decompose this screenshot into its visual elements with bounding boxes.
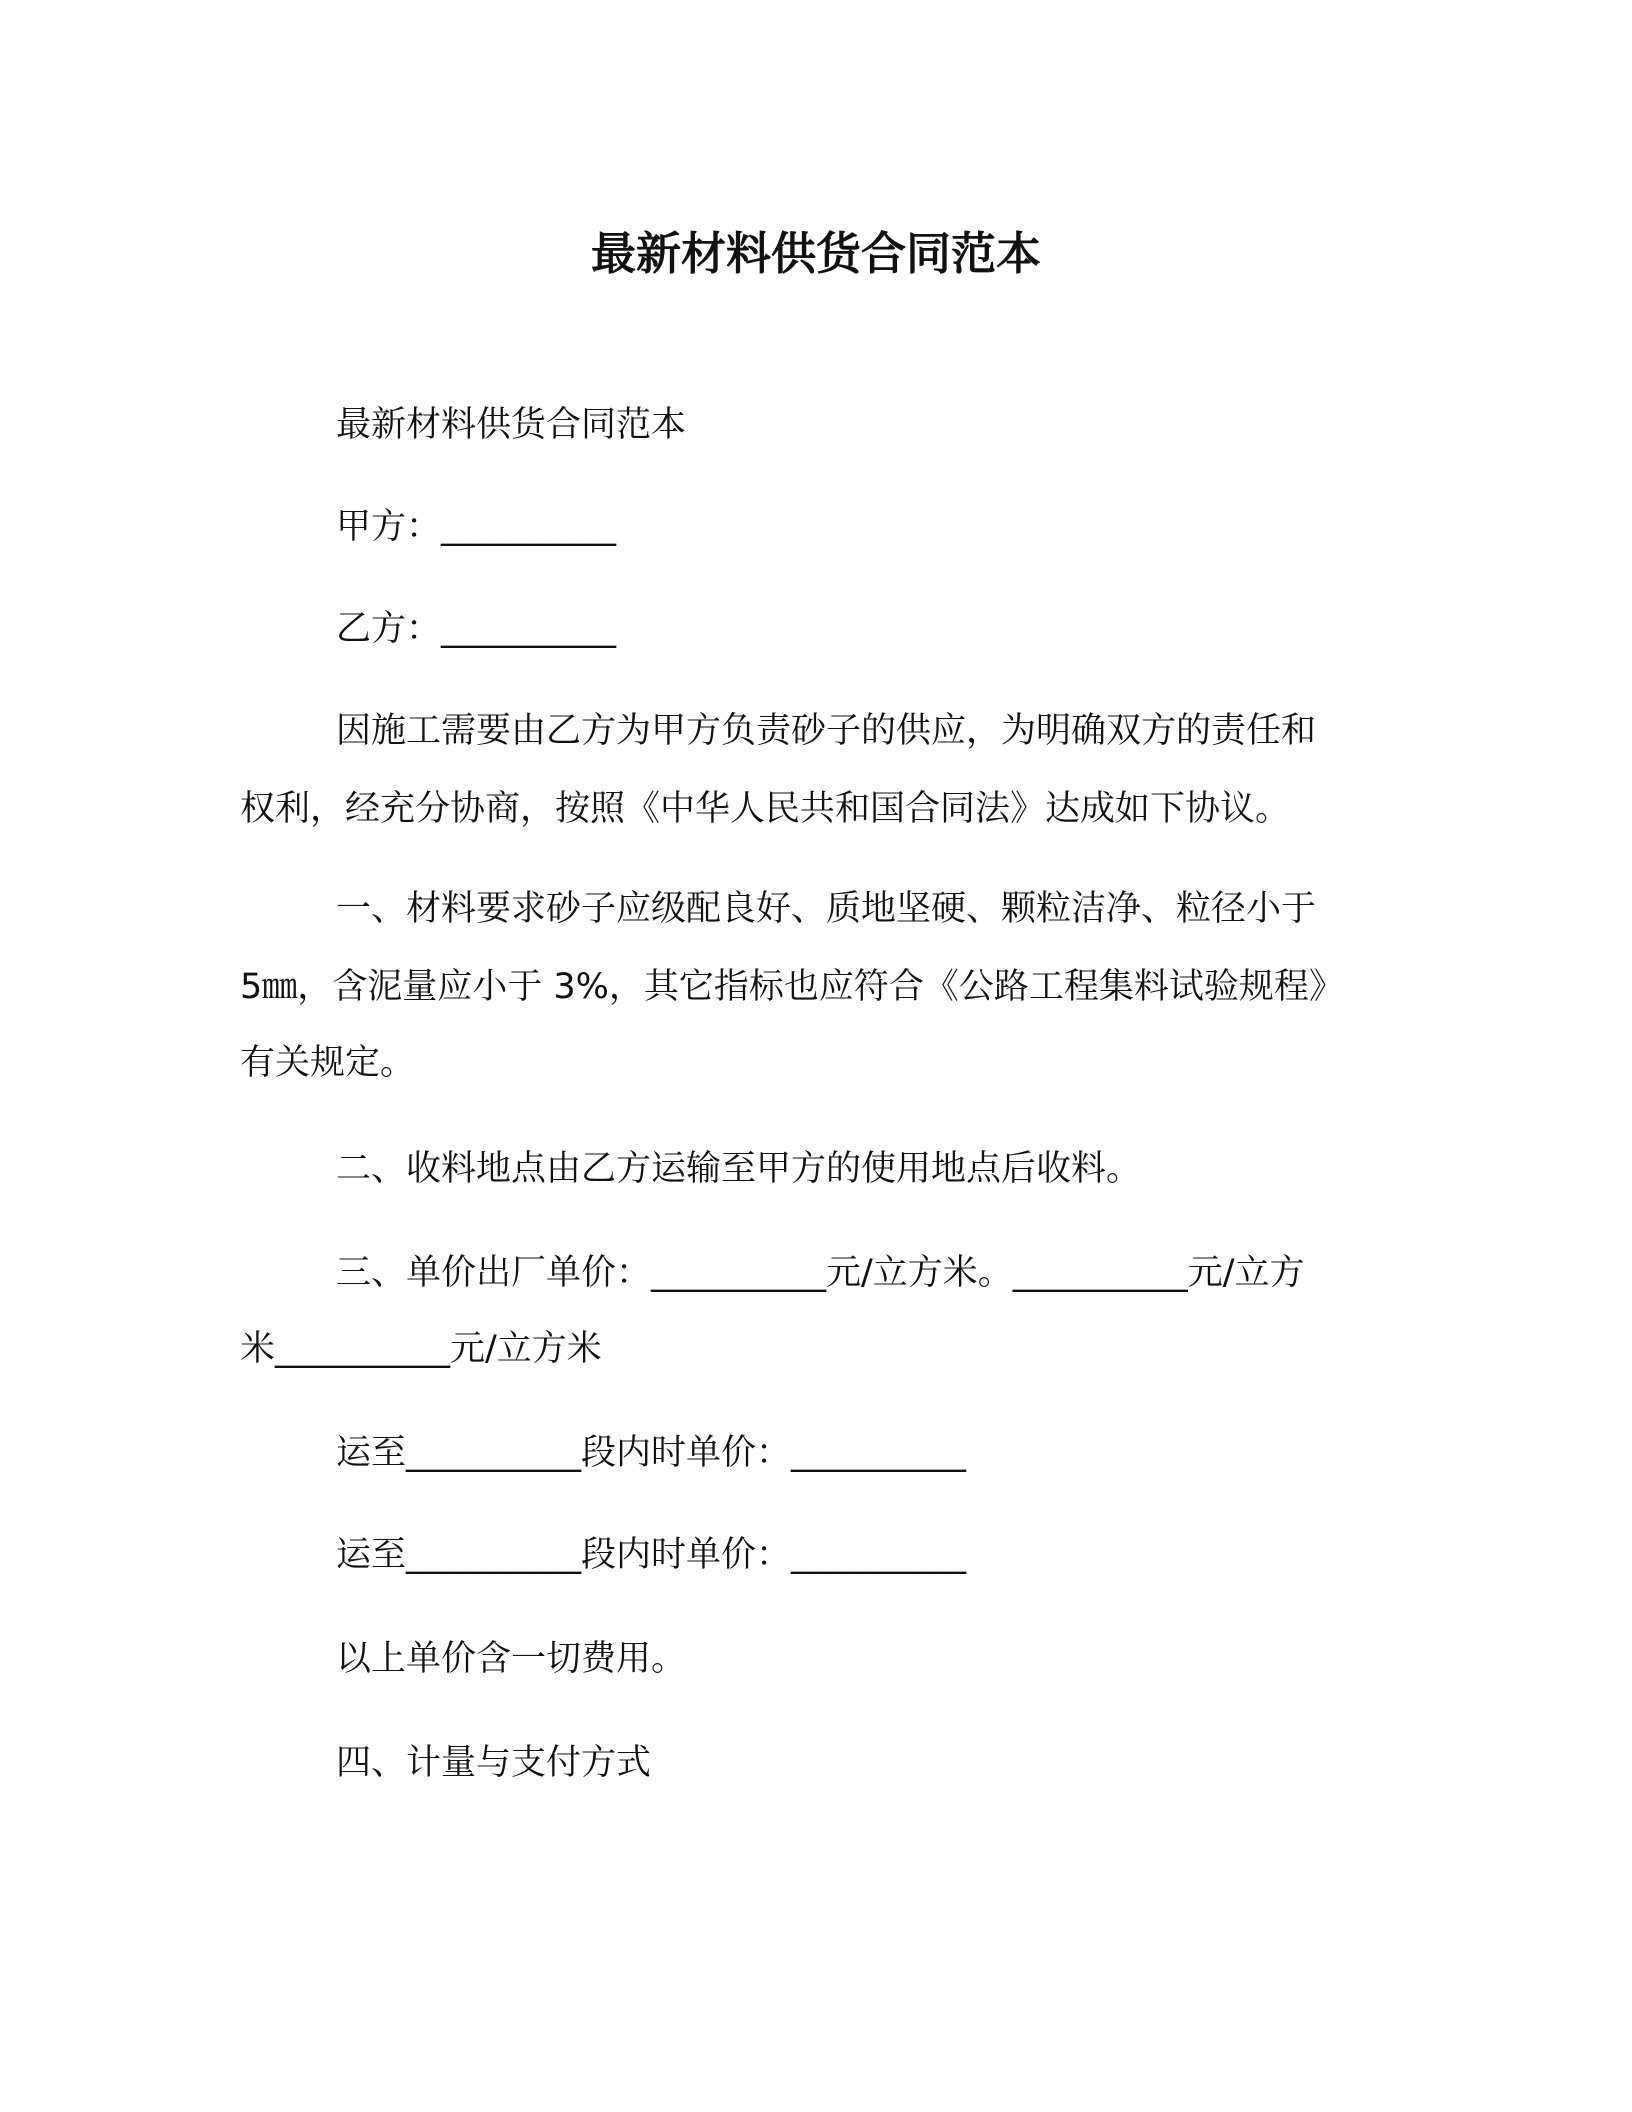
clause-3-line-1: 三、单价出厂单价：__________元/立方米。__________元/立方	[336, 1253, 1305, 1293]
party-b-line: 乙方：__________	[336, 609, 617, 649]
clause-3-line-2: 米__________元/立方米	[240, 1329, 602, 1369]
document-title: 最新材料供货合同范本	[590, 227, 1041, 280]
transport-line-2: 运至__________段内时单价：__________	[336, 1535, 967, 1575]
clause-1-line-2: 5㎜，含泥量应小于 3%，其它指标也应符合《公路工程集料试验规程》	[240, 967, 1344, 1007]
clause-2-line: 二、收料地点由乙方运输至甲方的使用地点后收料。	[336, 1149, 1142, 1189]
clause-4-heading: 四、计量与支付方式	[336, 1743, 652, 1783]
subtitle-line: 最新材料供货合同范本	[336, 405, 687, 445]
preamble-line-2: 权利，经充分协商，按照《中华人民共和国合同法》达成如下协议。	[240, 789, 1291, 829]
all-inclusive-line: 以上单价含一切费用。	[336, 1639, 687, 1679]
clause-1-line-3: 有关规定。	[240, 1043, 416, 1083]
transport-line-1: 运至__________段内时单价：__________	[336, 1433, 967, 1473]
preamble-line-1: 因施工需要由乙方为甲方负责砂子的供应，为明确双方的责任和	[336, 711, 1317, 751]
clause-1-line-1: 一、材料要求砂子应级配良好、质地坚硬、颗粒洁净、粒径小于	[336, 889, 1317, 929]
party-a-line: 甲方：__________	[336, 507, 617, 547]
